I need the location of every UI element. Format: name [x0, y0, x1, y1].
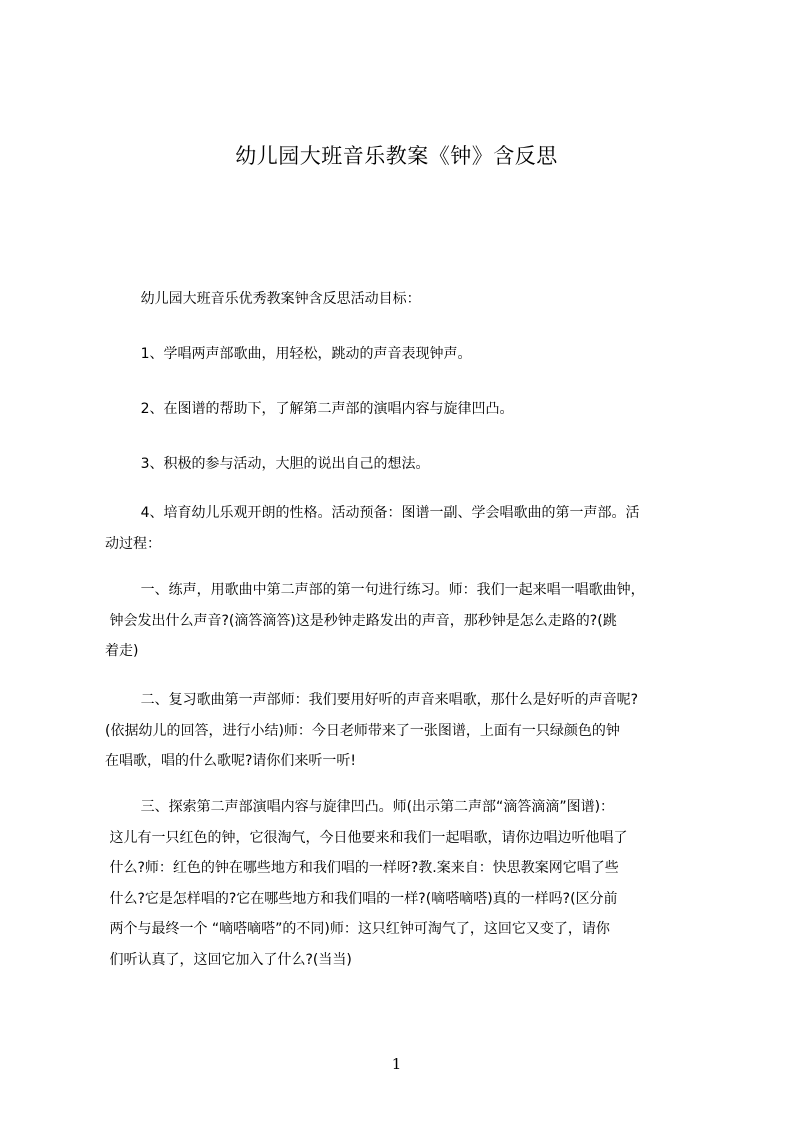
intro-paragraph	[105, 284, 715, 315]
page-number: 1	[391, 1055, 402, 1073]
text-line: 在唱歌，唱的什么歌呢?请你们来听一听!	[105, 753, 357, 769]
text-line: 4、培育幼儿乐观开朗的性格。活动预备：图谱一副、学会唱歌曲的第一声部。活	[105, 505, 640, 521]
text-line: 一、练声，用歌曲中第二声部的第一句进行练习。师：我们一起来唱一唱歌曲钟，	[105, 582, 645, 598]
text-line: 2、在图谱的帮助下，了解第二声部的演唱内容与旋律凹凸。	[105, 401, 514, 417]
text-line: (依据幼儿的回答，进行小结)师：今日老师带来了一张图谱，上面有一只绿颜色的钟	[105, 722, 620, 739]
goal-3-paragraph	[105, 449, 715, 480]
text-line: 1、学唱两声部歌曲，用轻松，跳动的声音表现钟声。	[105, 346, 472, 362]
text-line: 两个与最终一个 “嘀嗒嘀嗒”的不同)师：这只红钟可淘气了，这回它又变了，请你	[105, 921, 610, 937]
step-2-paragraph	[105, 685, 715, 777]
text-line: 这儿有一只红色的钟，它很淘气，今日他要来和我们一起唱歌，请你边唱边听他唱了	[105, 829, 628, 846]
text-line: 着走)	[105, 643, 139, 659]
text-line: 幼儿园大班音乐优秀教案钟含反思活动目标：	[105, 291, 421, 307]
step-1-paragraph	[105, 575, 715, 667]
text-line: 钟会发出什么声音?(滴答滴答)这是秒钟走路发出的声音，那秒钟是怎么走路的?(跳	[105, 612, 617, 629]
text-line: 动过程：	[105, 535, 161, 552]
goal-2-paragraph	[105, 394, 715, 425]
text-line: 什么?师：红色的钟在哪些地方和我们唱的一样呀?教.案来自：快思教案网它唱了些	[105, 860, 619, 876]
text-line: 3、积极的参与活动，大胆的说出自己的想法。	[105, 456, 430, 472]
text-line: 二、复习歌曲第一声部师：我们要用好听的声音来唱歌，那什么是好听的声音呢?	[105, 692, 639, 708]
text-line: 什么?它是怎样唱的?它在哪些地方和我们唱的一样?(嘀嗒嘀嗒)真的一样吗?(区分前	[105, 890, 618, 907]
step-3-paragraph	[105, 792, 715, 975]
goal-4-paragraph	[105, 498, 715, 559]
text-line: 三、探索第二声部演唱内容与旋律凹凸。师(出示第二声部“滴答滴滴”图谱)：	[105, 799, 615, 815]
text-line: 们听认真了，这回它加入了什么?(当当)	[105, 951, 352, 968]
goal-1-paragraph	[105, 339, 715, 370]
document-title: 幼儿园大班音乐教案《钟》含反思	[235, 144, 558, 168]
